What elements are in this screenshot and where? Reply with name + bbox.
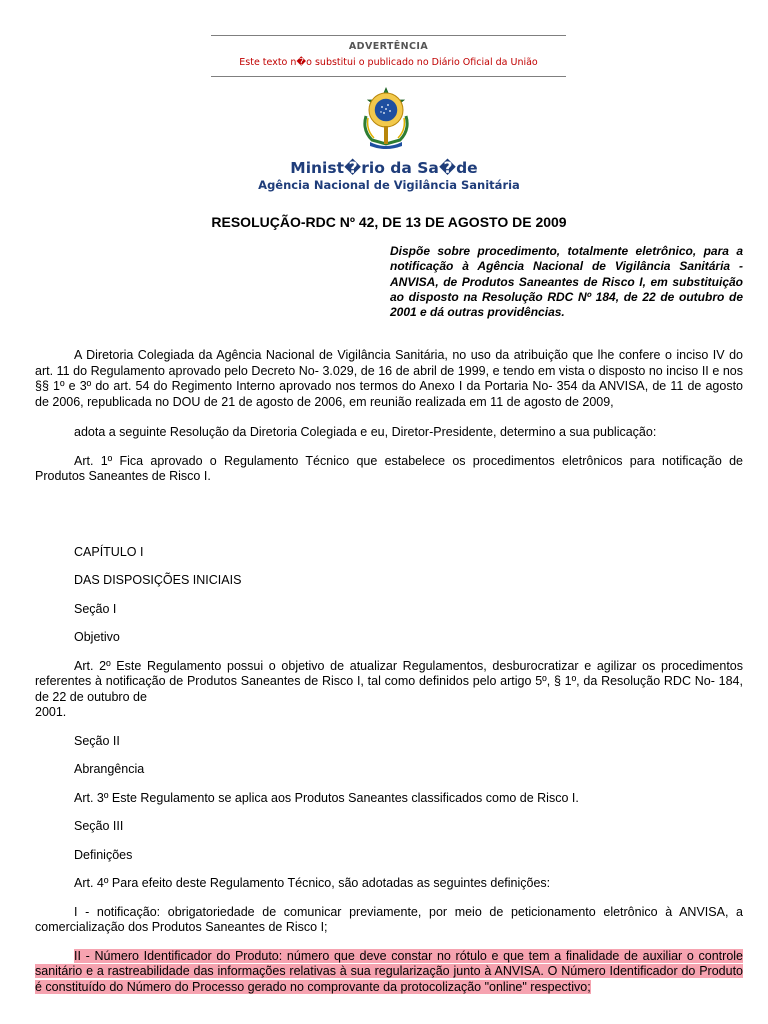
article-2 <box>35 659 743 721</box>
brazil-coat-of-arms-icon <box>358 86 414 152</box>
section-2-heading: Seção II <box>74 733 120 748</box>
section-3-heading: Seção III <box>74 819 124 833</box>
section-3-title: Definições <box>74 847 133 862</box>
resolution-title: RESOLUÇÃO-RDC Nº 42, DE 13 DE AGOSTO DE 2009 <box>211 214 567 230</box>
adoption-paragraph: adota a seguinte Resolução da Diretoria Colegiada e eu, Diretor-Presidente, determino a sua publicação: <box>74 425 657 439</box>
document-body <box>35 348 743 995</box>
article-2-year: 2001. <box>35 705 67 719</box>
ministry-name: Minist�rio da Sa�de <box>290 159 478 177</box>
preamble-paragraph: A Diretoria Colegiada da Agência Nacional de Vigilância Sanitária, no uso da atribuição que lhe confere o inciso IV do art. 11 do Regulamento aprovado pelo Decreto No- 3.029, de 16 de abril de 1999, e tendo em vista o disposto no inciso II e nos §§ 1º e 3º do art. 54 do Regimento Interno aprovado nos termos do Anexo I da Portaria No- 354 da ANVISA, de 11 de agosto de 2006, republicada no DOU de 21 de agosto de 2006, em reunião realizada em 11 de agosto de 2009, <box>35 348 743 409</box>
advisory-box <box>211 35 566 77</box>
advisory-title: ADVERTÊNCIA <box>348 41 429 52</box>
chapter-title: DAS DISPOSIÇÕES INICIAIS <box>74 573 242 587</box>
article-3: Art. 3º Este Regulamento se aplica aos Produtos Saneantes classificados como de Risco I. <box>74 790 579 805</box>
article-1: Art. 1º Fica aprovado o Regulamento Técnico que estabelece os procedimentos eletrônicos para notificação de Produtos Saneantes de Risco I. <box>35 453 743 483</box>
definition-ii <box>35 949 743 996</box>
chapter-heading: CAPÍTULO I <box>74 544 144 559</box>
agency-name: Agência Nacional de Vigilância Sanitária <box>258 178 520 192</box>
resolution-summary: Dispõe sobre procedimento, totalmente eletrônico, para a notificação à Agência Nacional de Vigilância Sanitária - ANVISA, de Produtos Saneantes de Risco I, em substituição ao disposto na Resolução RDC Nº 184, de 22 de outubro de 2001 e dá outras providências. <box>390 244 743 320</box>
highlighted-text: II - Número Identificador do Produto: número que deve constar no rótulo e que tem a finalidade de auxiliar o controle sanitário e a rastreabilidade das informações relativas à sua regularização junto à ANVISA. O Número Identificador do Produto é constituído do Número do Processo gerado no comprovante da protocolização "online" respectivo; <box>35 948 743 994</box>
article-2-text: Art. 2º Este Regulamento possui o objetivo de atualizar Regulamentos, desburocratizar e agilizar os procedimentos referentes à notificação de Produtos Saneantes de Risco I, tal como definidos pelo artigo 5º, § 1º, da Resolução RDC No- 184, de 22 de outubro de <box>35 658 743 704</box>
definition-i: I - notificação: obrigatoriedade de comunicar previamente, por meio de peticionamento eletrônico à ANVISA, a comercialização dos Produtos Saneantes de Risco I; <box>35 904 743 934</box>
section-1-title: Objetivo <box>74 630 120 644</box>
advisory-note: Este texto n�o substitui o publicado no Diário Oficial da União <box>239 57 538 68</box>
article-4: Art. 4º Para efeito deste Regulamento Técnico, são adotadas as seguintes definições: <box>74 876 551 890</box>
section-2-title: Abrangência <box>74 762 145 776</box>
section-1-heading: Seção I <box>74 601 117 616</box>
